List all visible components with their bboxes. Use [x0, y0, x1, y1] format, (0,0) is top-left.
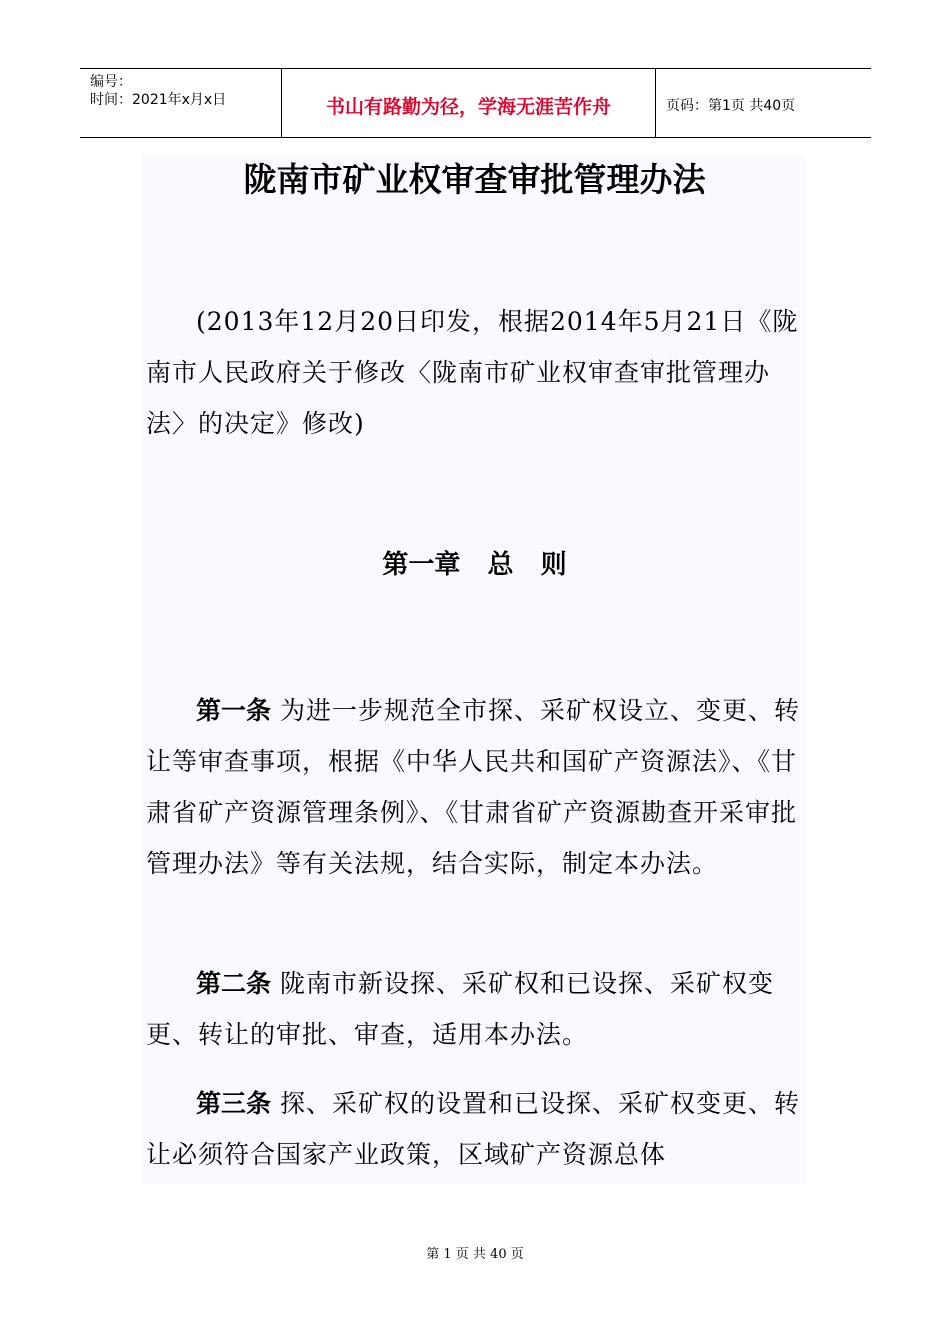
header-meta [80, 69, 281, 137]
article-2 [146, 958, 806, 1060]
header-motto: 书山有路勤为径，学海无涯苦作舟 [281, 69, 656, 137]
article-2-label: 第二条 [196, 969, 272, 998]
document-title: 陇南市矿业权审查审批管理办法 [243, 160, 706, 199]
page-footer: 第 1 页 共 40 页 [426, 1247, 524, 1262]
article-1-label: 第一条 [196, 696, 272, 725]
article-2-text: 陇南市新设探、采矿权和已设探、采矿权变更、转让的审批、审查，适用本办法。 [146, 969, 774, 1049]
article-1 [146, 685, 806, 889]
article-3-text: 探、采矿权的设置和已设探、采矿权变更、转让必须符合国家产业政策，区域矿产资源总体 [146, 1089, 800, 1169]
revision-note: (2013年12月20日印发，根据2014年5月21日《陇南市人民政府关于修改〈陇南市矿业权审查审批管理办法〉的决定》修改) [146, 307, 799, 438]
chapter-heading: 第一章 总 则 [382, 550, 567, 580]
document-number-label: 编号： [90, 74, 132, 90]
article-3 [146, 1078, 806, 1180]
article-3-label: 第三条 [196, 1089, 272, 1118]
page-header [80, 68, 871, 138]
article-1-text: 为进一步规范全市探、采矿权设立、变更、转让等审查事项，根据《中华人民共和国矿产资源法》、《甘肃省矿产资源管理条例》、《甘肃省矿产资源勘查开采审批管理办法》等有关法规，结合实际，制定本办法。 [146, 696, 800, 878]
header-page-info: 页码：第1页 共40页 [666, 98, 796, 114]
document-time: 时间：2021年x月x日 [90, 92, 227, 108]
